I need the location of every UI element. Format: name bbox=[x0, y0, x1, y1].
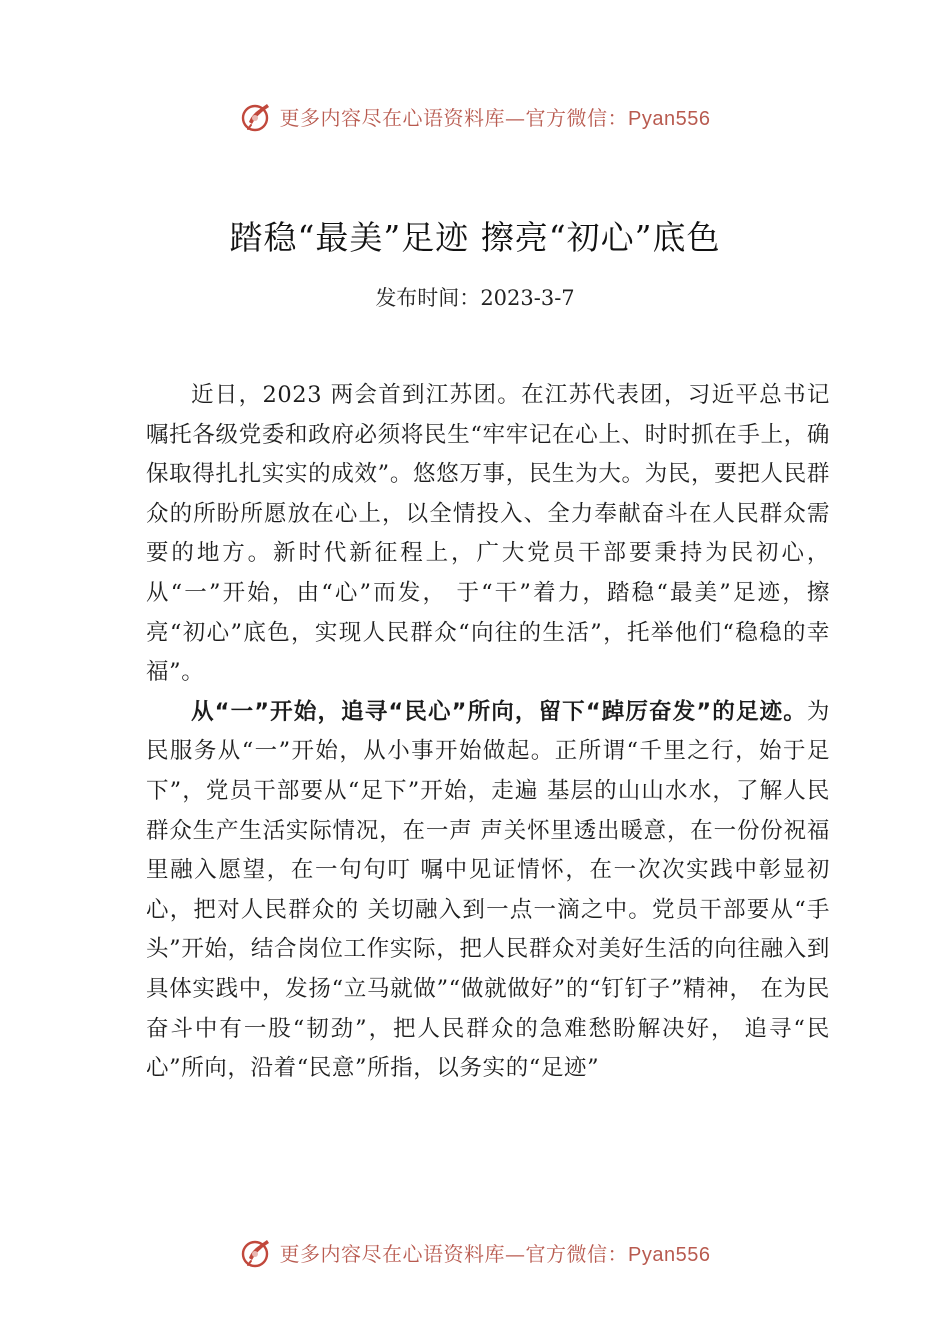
banner-text: 更多内容尽在心语资料库—官方微信：Pyan556 bbox=[279, 105, 711, 130]
publish-date: 发布时间：2023-3-7 bbox=[375, 286, 575, 310]
ink-pen-seal-icon bbox=[240, 99, 274, 133]
footer-banner bbox=[0, 1232, 950, 1272]
article-title: 踏稳“最美”足迹 擦亮“初心”底色 bbox=[229, 218, 721, 257]
article-body bbox=[146, 376, 830, 1089]
paragraph-1: 近日，2023 两会首到江苏团。在江苏代表团，习近平总书记嘱托各级党委和政府必须将民生“牢牢记在心上、时时抓在手上，确保取得扎扎实实的成效”。悠悠万事，民生为大。为民，要把人民群众的所盼所愿放在心上，以全情投入、全力奉献奋斗在人民群众需要的地方。新时代新征程上，广大党员干部要秉持为民初心，从“一”开始，由“心”而发， 于“干”着力，踏稳“最美”足迹，擦亮“初心”底色，实现人民群众“向往的生活”，托举他们“稳稳的幸福”。 bbox=[146, 382, 830, 686]
wechat-id: Pyan556 bbox=[628, 107, 711, 130]
header-banner bbox=[0, 96, 950, 136]
paragraph-2: 从“一”开始，追寻“民心”所向，留下“踔厉奋发”的足迹。为民服务从“一”开始，从小事开始做起。正所谓“千里之行，始于足下”，党员干部要从“足下”开始，走遍 基层的山山水水，了解人民群众生产生活实际情况，在一声 声关怀里透出暖意，在一份份祝福里融入愿望，在一句句叮 嘱中见证情怀，在一次次实践中彰显初心，把对人民群众的 关切融入到一点一滴之中。党员干部要从“手头”开始，结合岗位工作实际，把人民群众对美好生活的向往融入到具体实践中，发扬“立马就做”“做就做好”的“钉钉子”精神， 在为民奋斗中有一股“韧劲”，把人民群众的急难愁盼解决好， 追寻“民心”所向，沿着“民意”所指，以务实的“足迹” bbox=[146, 698, 830, 1082]
paragraph-2-heading: 从“一”开始，追寻“民心”所向，留下“踔厉奋发”的足迹。 bbox=[191, 698, 807, 725]
wechat-id: Pyan556 bbox=[628, 1243, 711, 1266]
ink-pen-seal-icon bbox=[240, 1235, 274, 1269]
banner-text: 更多内容尽在心语资料库—官方微信：Pyan556 bbox=[279, 1241, 711, 1266]
